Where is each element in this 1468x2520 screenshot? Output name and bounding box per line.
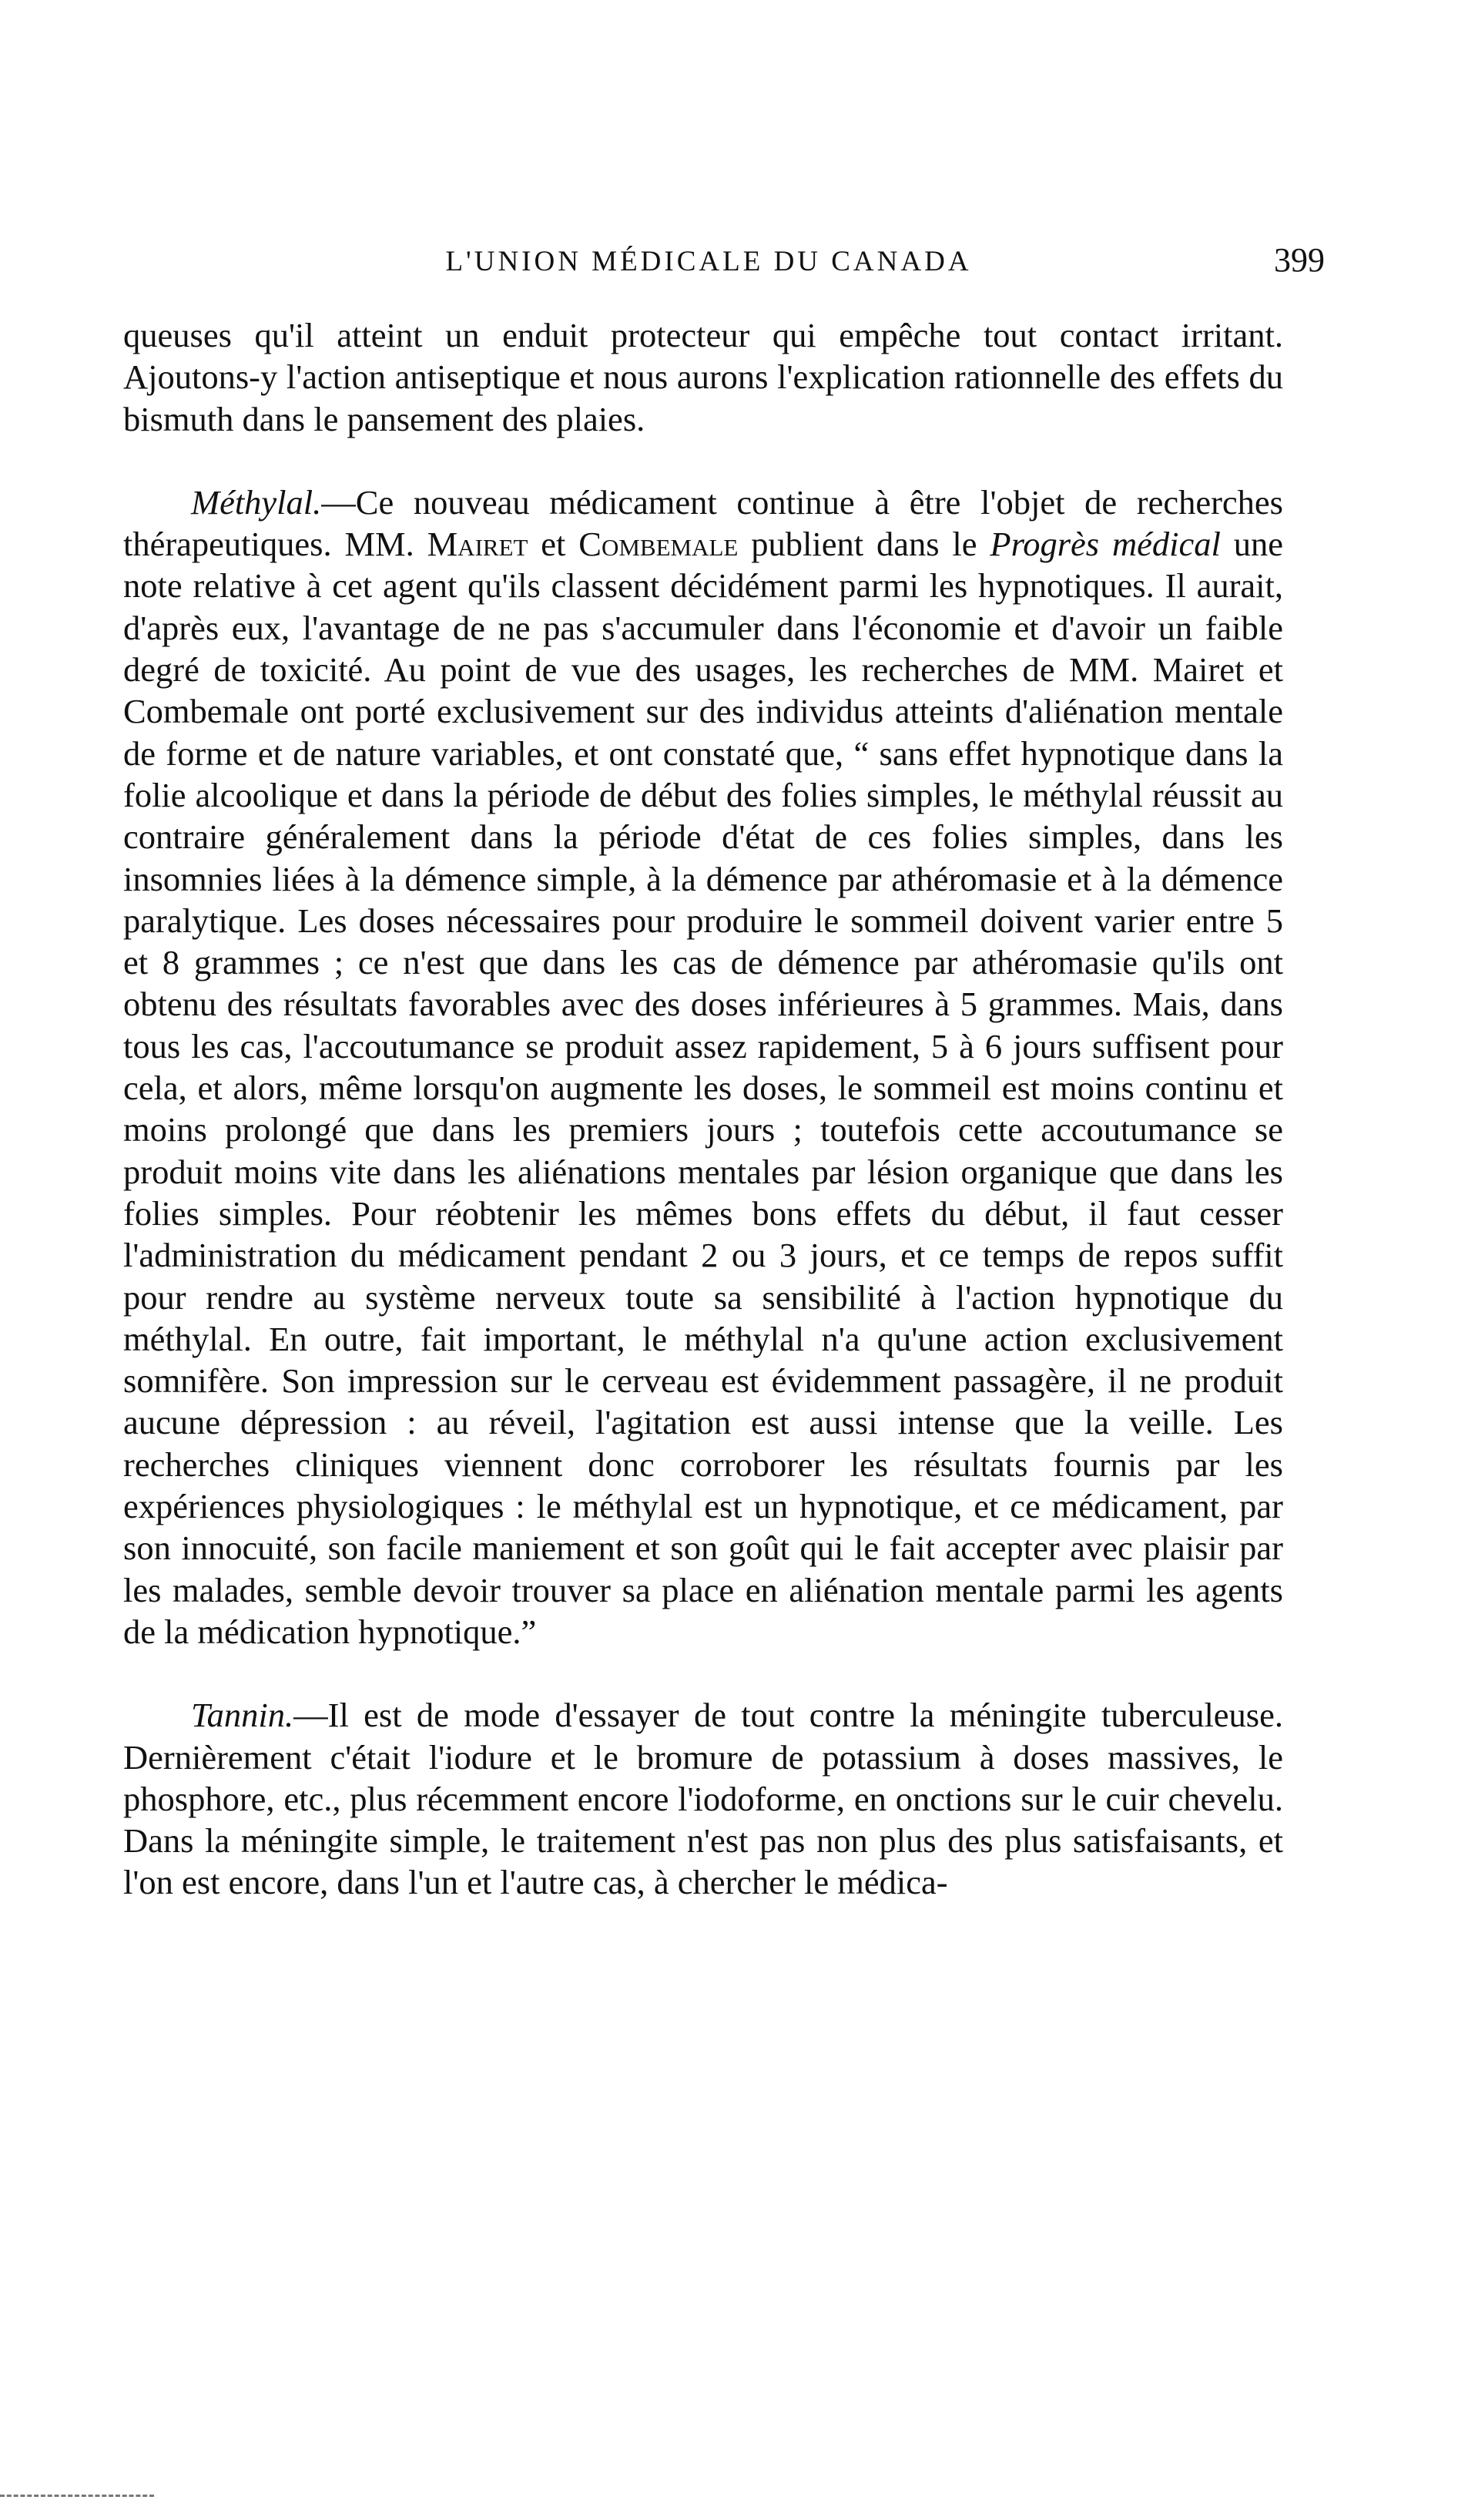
- journal-title: Progrès médical: [990, 525, 1221, 564]
- author-name: Mairet: [427, 525, 528, 564]
- page-number: 399: [1274, 241, 1325, 279]
- article-body: [123, 314, 1283, 1904]
- paragraph-text: —Ce nouveau médicament continue à être l'objet de recherches thérapeutiques. MM.: [123, 482, 1283, 564]
- section-heading-methylal: Méthylal.: [191, 482, 322, 522]
- bottom-edge-rule: [0, 2495, 154, 2497]
- paragraph-text: —Il est de mode d'essayer de tout contre la méningite tuberculeuse. Dernièrement c'était l'iodure et le bromure de potassium à doses massives, le phosphore, etc., plus récemment encore l'iodoforme, en onctions sur le cuir chevelu. Dans la méningite simple, le traitement n'est pas non plus des plus satisfaisants, et l'on est encore, dans l'un et l'autre cas, à chercher le médica-: [123, 1696, 1283, 1902]
- paragraph-text: queuses qu'il atteint un enduit protecteur qui empêche tout contact irritant. Ajoutons-y l'action antiseptique et nous aurons l'explication rationnelle des effets du bismuth dans le pansement des plaies.: [123, 316, 1283, 438]
- section-heading-tannin: Tannin.: [191, 1696, 294, 1735]
- author-name: Combemale: [578, 525, 739, 564]
- running-title: L'UNION MÉDICALE DU CANADA: [445, 246, 972, 277]
- paragraph-text: une note relative à cet agent qu'ils classent décidément parmi les hypnotiques. Il aurait, d'après eux, l'avantage de ne pas s'accumuler dans l'économie et d'avoir un faible degré de toxicité. Au point de vue des usages, les recherches de MM. Mairet et Combemale ont porté exclusivement sur des individus atteints d'aliénation mentale de forme et de nature variables, et ont constaté que, “ sans effet hypnotique dans la folie alcoolique et dans la période de début des folies simples, le méthylal réussit au contraire généralement dans la période d'état de ces folies simples, dans les insomnies liées à la démence simple, à la démence par athéromasie et à la démence paralytique. Les doses nécessaires pour produire le sommeil doivent varier entre 5 et 8 grammes ; ce n'est que dans les cas de démence par athéromasie qu'ils ont obtenu des résultats favorables avec des doses inférieures à 5 grammes. Mais, dans tous les cas, l'accoutumance se produit assez rapidement, 5 à 6 jours suffisent pour cela, et alors, même lorsqu'on augmente les doses, le sommeil est moins continu et moins prolongé que dans les premiers jours ; toutefois cette accoutumance se produit moins vite dans les aliénations mentales par lésion organique que dans les folies simples. Pour réobtenir les mêmes bons effets du début, il faut cesser l'administration du médicament pendant 2 ou 3 jours, et ce temps de repos suffit pour rendre au système nerveux toute sa sensibilité à l'action hypnotique du méthylal. En outre, fait important, le méthylal n'a qu'une action exclusivement somnifère. Son impression sur le cerveau est évidemment passagère, il ne produit aucune dépression : au réveil, l'agitation est aussi intense que la veille. Les recherches cliniques viennent donc corroborer les résultats fournis par les expériences physiologiques : le méthylal est un hypnotique, et ce médicament, par son innocuité, son facile maniement et son goût qui le fait accepter avec plaisir par les malades, semble devoir trouver sa place en aliénation mentale parmi les agents de la médication hypnotique.”: [123, 525, 1283, 1651]
- paragraph-bismuth-continuation: [123, 314, 1283, 440]
- paragraph-methylal: [123, 482, 1283, 1653]
- paragraph-tannin: [123, 1694, 1283, 1903]
- paragraph-text: et: [528, 525, 579, 564]
- paragraph-text: publient dans le: [738, 525, 990, 564]
